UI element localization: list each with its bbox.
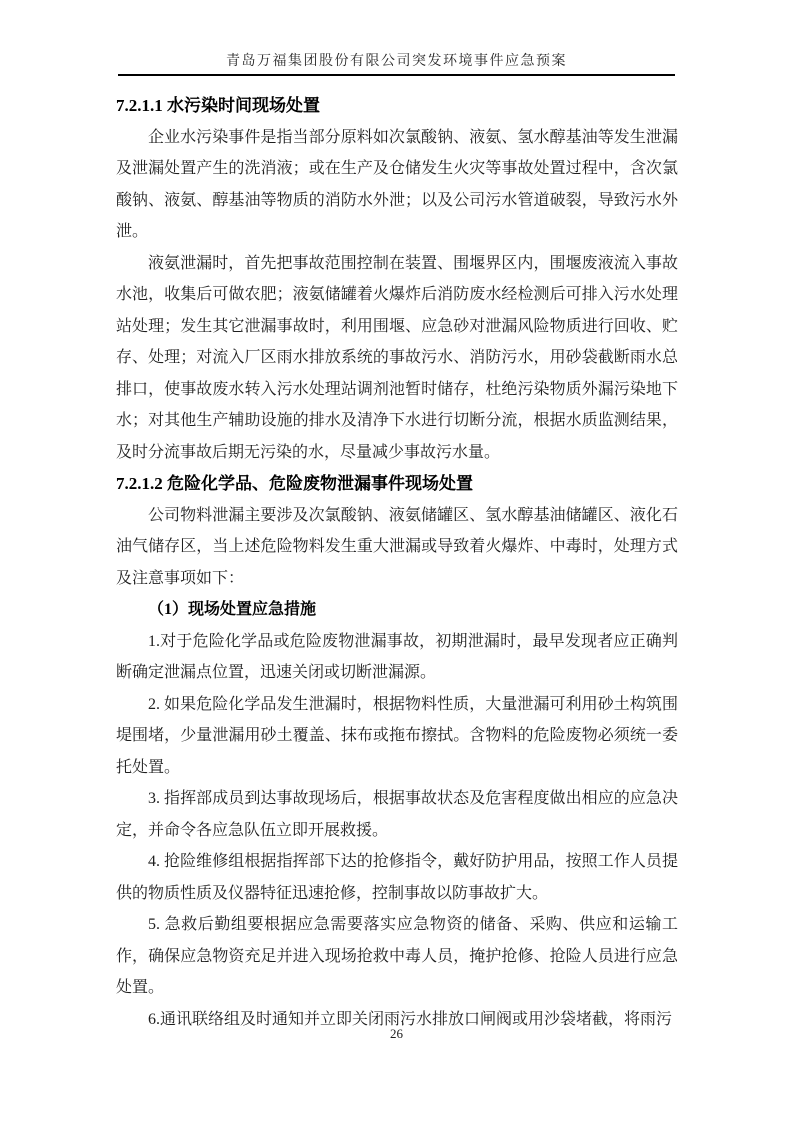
paragraph-ammonia-leak-response: 液氨泄漏时，首先把事故范围控制在装置、围堰界区内，围堰废液流入事故水池，收集后可做农肥；液氨储罐着火爆炸后消防废水经检测后可排入污水处理站处理；发生其它泄漏事故时，利用围堰、应急砂对泄漏风险物质进行回收、贮存、处理；对流入厂区雨水排放系统的事故污水、消防污水，用砂袋截断雨水总排口，使事故废水转入污水处理站调剂池暂时储存，杜绝污染物质外漏污染地下水；对其他生产辅助设施的排水及清净下水进行切断分流，根据水质监测结果，及时分流事故后期无污染的水，尽量减少事故污水量。 [116, 254, 678, 461]
list-item-2: 2. 如果危险化学品发生泄漏时，根据物料性质，大量泄漏可利用砂土构筑围堤围堵，少量泄漏用砂土覆盖、抹布或拖布擦拭。含物料的危险废物必须统一委托处置。 [116, 695, 678, 776]
list-item-5: 5. 急救后勤组要根据应急需要落实应急物资的储备、采购、供应和运输工作，确保应急物资充足并进入现场抢救中毒人员，掩护抢修、抢险人员进行应急处置。 [116, 916, 678, 996]
subheading-onsite-emergency-measures: （1）现场处置应急措施 [148, 601, 317, 618]
section-heading-7-2-1-1: 7.2.1.1 水污染时间现场处置 [116, 96, 320, 115]
list-item-3: 3. 指挥部成员到达事故现场后，根据事故状态及危害程度做出相应的应急决定，并命令各应急队伍立即开展救援。 [116, 790, 678, 839]
list-item-6: 6.通讯联络组及时通知并立即关闭雨污水排放口闸阀或用沙袋堵截，将雨污 [148, 1010, 673, 1028]
document-header-title: 青岛万福集团股份有限公司突发环境事件应急预案 [226, 54, 567, 69]
section-heading-7-2-1-2: 7.2.1.2 危险化学品、危险废物泄漏事件现场处置 [116, 474, 473, 493]
document-body [116, 90, 678, 1035]
list-item-4: 4. 抢险维修组根据指挥部下达的抢修指令，戴好防护用品，按照工作人员提供的物质性质及仪器特征迅速抢修，控制事故以防事故扩大。 [116, 853, 678, 902]
paragraph-water-pollution-definition: 企业水污染事件是指当部分原料如次氯酸钠、液氨、氢水醇基油等发生泄漏及泄漏处置产生的洗消液；或在生产及仓储发生火灾等事故处置过程中，含次氯酸钠、液氨、醇基油等物质的消防水外泄；以及公司污水管道破裂，导致污水外泄。 [116, 128, 678, 240]
paragraph-material-leak-scope: 公司物料泄漏主要涉及次氯酸钠、液氨储罐区、氢水醇基油储罐区、液化石油气储存区，当上述危险物料发生重大泄漏或导致着火爆炸、中毒时，处理方式及注意事项如下： [116, 506, 678, 587]
list-item-1: 1.对于危险化学品或危险废物泄漏事故，初期泄漏时，最早发现者应正确判断确定泄漏点位置，迅速关闭或切断泄漏源。 [116, 632, 678, 681]
header-divider [118, 74, 675, 76]
page-number: 26 [390, 1026, 403, 1041]
